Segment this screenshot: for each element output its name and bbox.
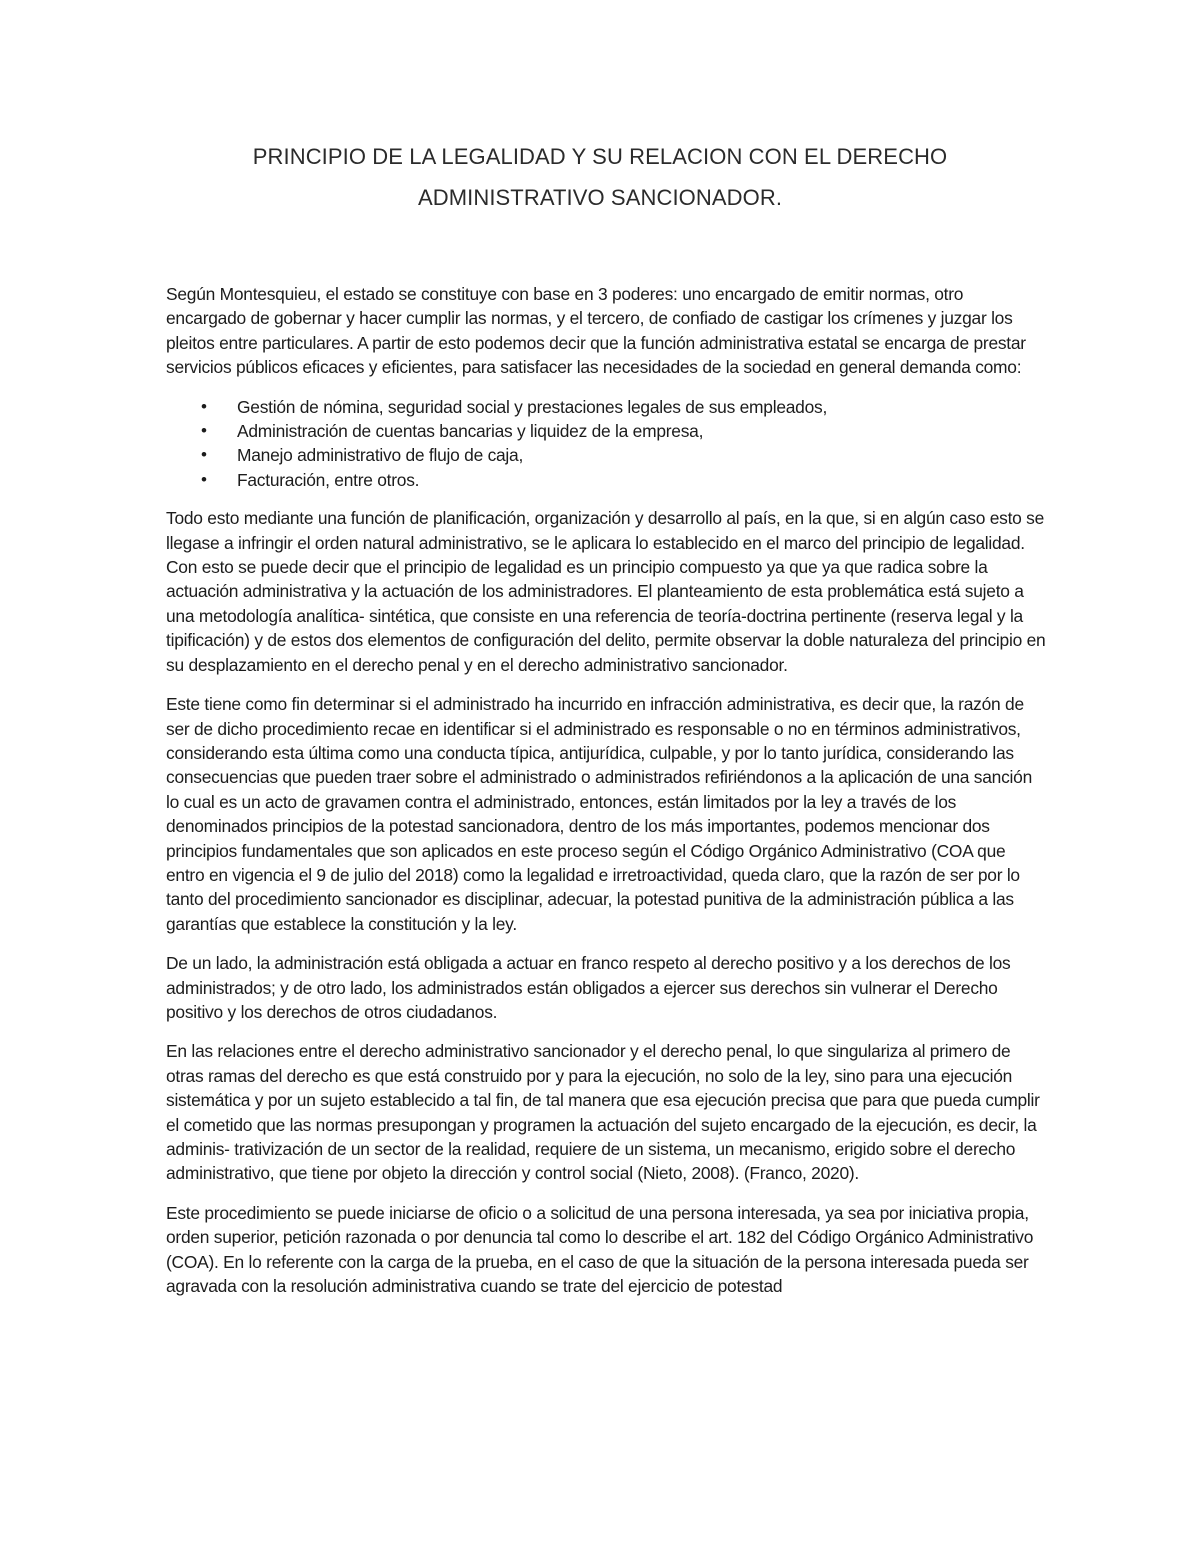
bullet-item — [166, 468, 1046, 492]
paragraph-2: Todo esto mediante una función de planificación, organización y desarrollo al país, en la que, si en algún caso esto se llegase a infringir el orden natural administrativo, se le aplicara lo establecido en el marco del principio de legalidad. Con esto se puede decir que el principio de legalidad es un principio compuesto ya que ya que radica sobre la actuación administrativa y la actuación de los administradores. El planteamiento de esta problemática está sujeto a una metodología analítica- sintética, que consiste en una referencia de teoría-doctrina pertinente (reserva legal y la tipificación) y de estos dos elementos de configuración del delito, permite observar la doble naturaleza del principio en su desplazamiento en el derecho penal y en el derecho administrativo sancionador. — [166, 508, 1046, 675]
bullet-item — [166, 419, 1046, 443]
bullet-text: Gestión de nómina, seguridad social y prestaciones legales de sus empleados, — [237, 396, 828, 417]
bullet-text: Manejo administrativo de flujo de caja, — [237, 445, 524, 466]
bullet-item — [166, 443, 1046, 467]
bullet-icon: • — [201, 469, 207, 489]
bullet-text: Facturación, entre otros. — [237, 469, 420, 490]
bullet-text: Administración de cuentas bancarias y liquidez de la empresa, — [237, 421, 704, 442]
bullet-icon: • — [201, 421, 207, 441]
paragraph-1: Según Montesquieu, el estado se constituye con base en 3 poderes: uno encargado de emitir normas, otro encargado de gobernar y hacer cumplir las normas, y el tercero, de confiado de castigar los crímenes y juzgar los pleitos entre particulares. A partir de esto podemos decir que la función administrativa estatal se encarga de prestar servicios públicos eficaces y eficientes, para satisfacer las necesidades de la sociedad en general demanda como: — [166, 284, 1026, 378]
bullet-icon: • — [201, 396, 207, 416]
paragraph-6: Este procedimiento se puede iniciarse de oficio o a solicitud de una persona interesada, ya sea por iniciativa propia, orden superior, petición razonada o por denuncia tal como lo describe el art. 182 del Código Orgánico Administrativo (COA). En lo referente con la carga de la prueba, en el caso de que la situación de la persona interesada pueda ser agravada con la resolución administrativa cuando se trate del ejercicio de potestad — [166, 1202, 1034, 1297]
bullet-icon: • — [201, 445, 207, 465]
bullet-list — [166, 395, 1046, 493]
document-title — [100, 136, 1100, 218]
document-body — [166, 282, 1046, 1313]
title-line-1: PRINCIPIO DE LA LEGALIDAD Y SU RELACION CON EL DERECHO — [252, 144, 948, 169]
paragraph-4: De un lado, la administración está obligada a actuar en franco respeto al derecho positivo y a los derechos de los administrados; y de otro lado, los administrados están obligados a ejercer sus derechos sin vulnerar el Derecho positivo y los derechos de otros ciudadanos. — [166, 953, 1011, 1022]
paragraph-3: Este tiene como fin determinar si el administrado ha incurrido en infracción administrativa, es decir que, la razón de ser de dicho procedimiento recae en identificar si el administrado es responsable o no en términos administrativos, considerando esta última como una conducta típica, antijurídica, culpable, y por lo tanto jurídica, considerando las consecuencias que pueden traer sobre el administrado o administrados refiriéndonos a la aplicación de una sanción lo cual es un acto de gravamen contra el administrado, entonces, están limitados por la ley a través de los denominados principios de la potestad sancionadora, dentro de los más importantes, podemos mencionar dos principios fundamentales que son aplicados en este proceso según el Código Orgánico Administrativo (COA que entro en vigencia el 9 de julio del 2018) como la legalidad e irretroactividad, queda claro, que la razón de ser por lo tanto del procedimiento sancionador es disciplinar, adecuar, la potestad punitiva de la administración pública a las garantías que establece la constitución y la ley. — [166, 694, 1032, 934]
bullet-item — [166, 395, 1046, 419]
paragraph-5: En las relaciones entre el derecho administrativo sancionador y el derecho penal, lo que singulariza al primero de otras ramas del derecho es que está construido por y para la ejecución, no solo de la ley, sino para una ejecución sistemática y por un sujeto establecido a tal fin, de tal manera que esa ejecución precisa que para que pueda cumplir el cometido que las normas presupongan y programen la actuación del sujeto encargado de la ejecución, es decir, la adminis- trativización de un sector de la realidad, requiere de un sistema, un mecanismo, erigido sobre el derecho administrativo, que tiene por objeto la dirección y control social (Nieto, 2008). (Franco, 2020). — [166, 1041, 1040, 1184]
title-line-2: ADMINISTRATIVO SANCIONADOR. — [417, 185, 783, 210]
